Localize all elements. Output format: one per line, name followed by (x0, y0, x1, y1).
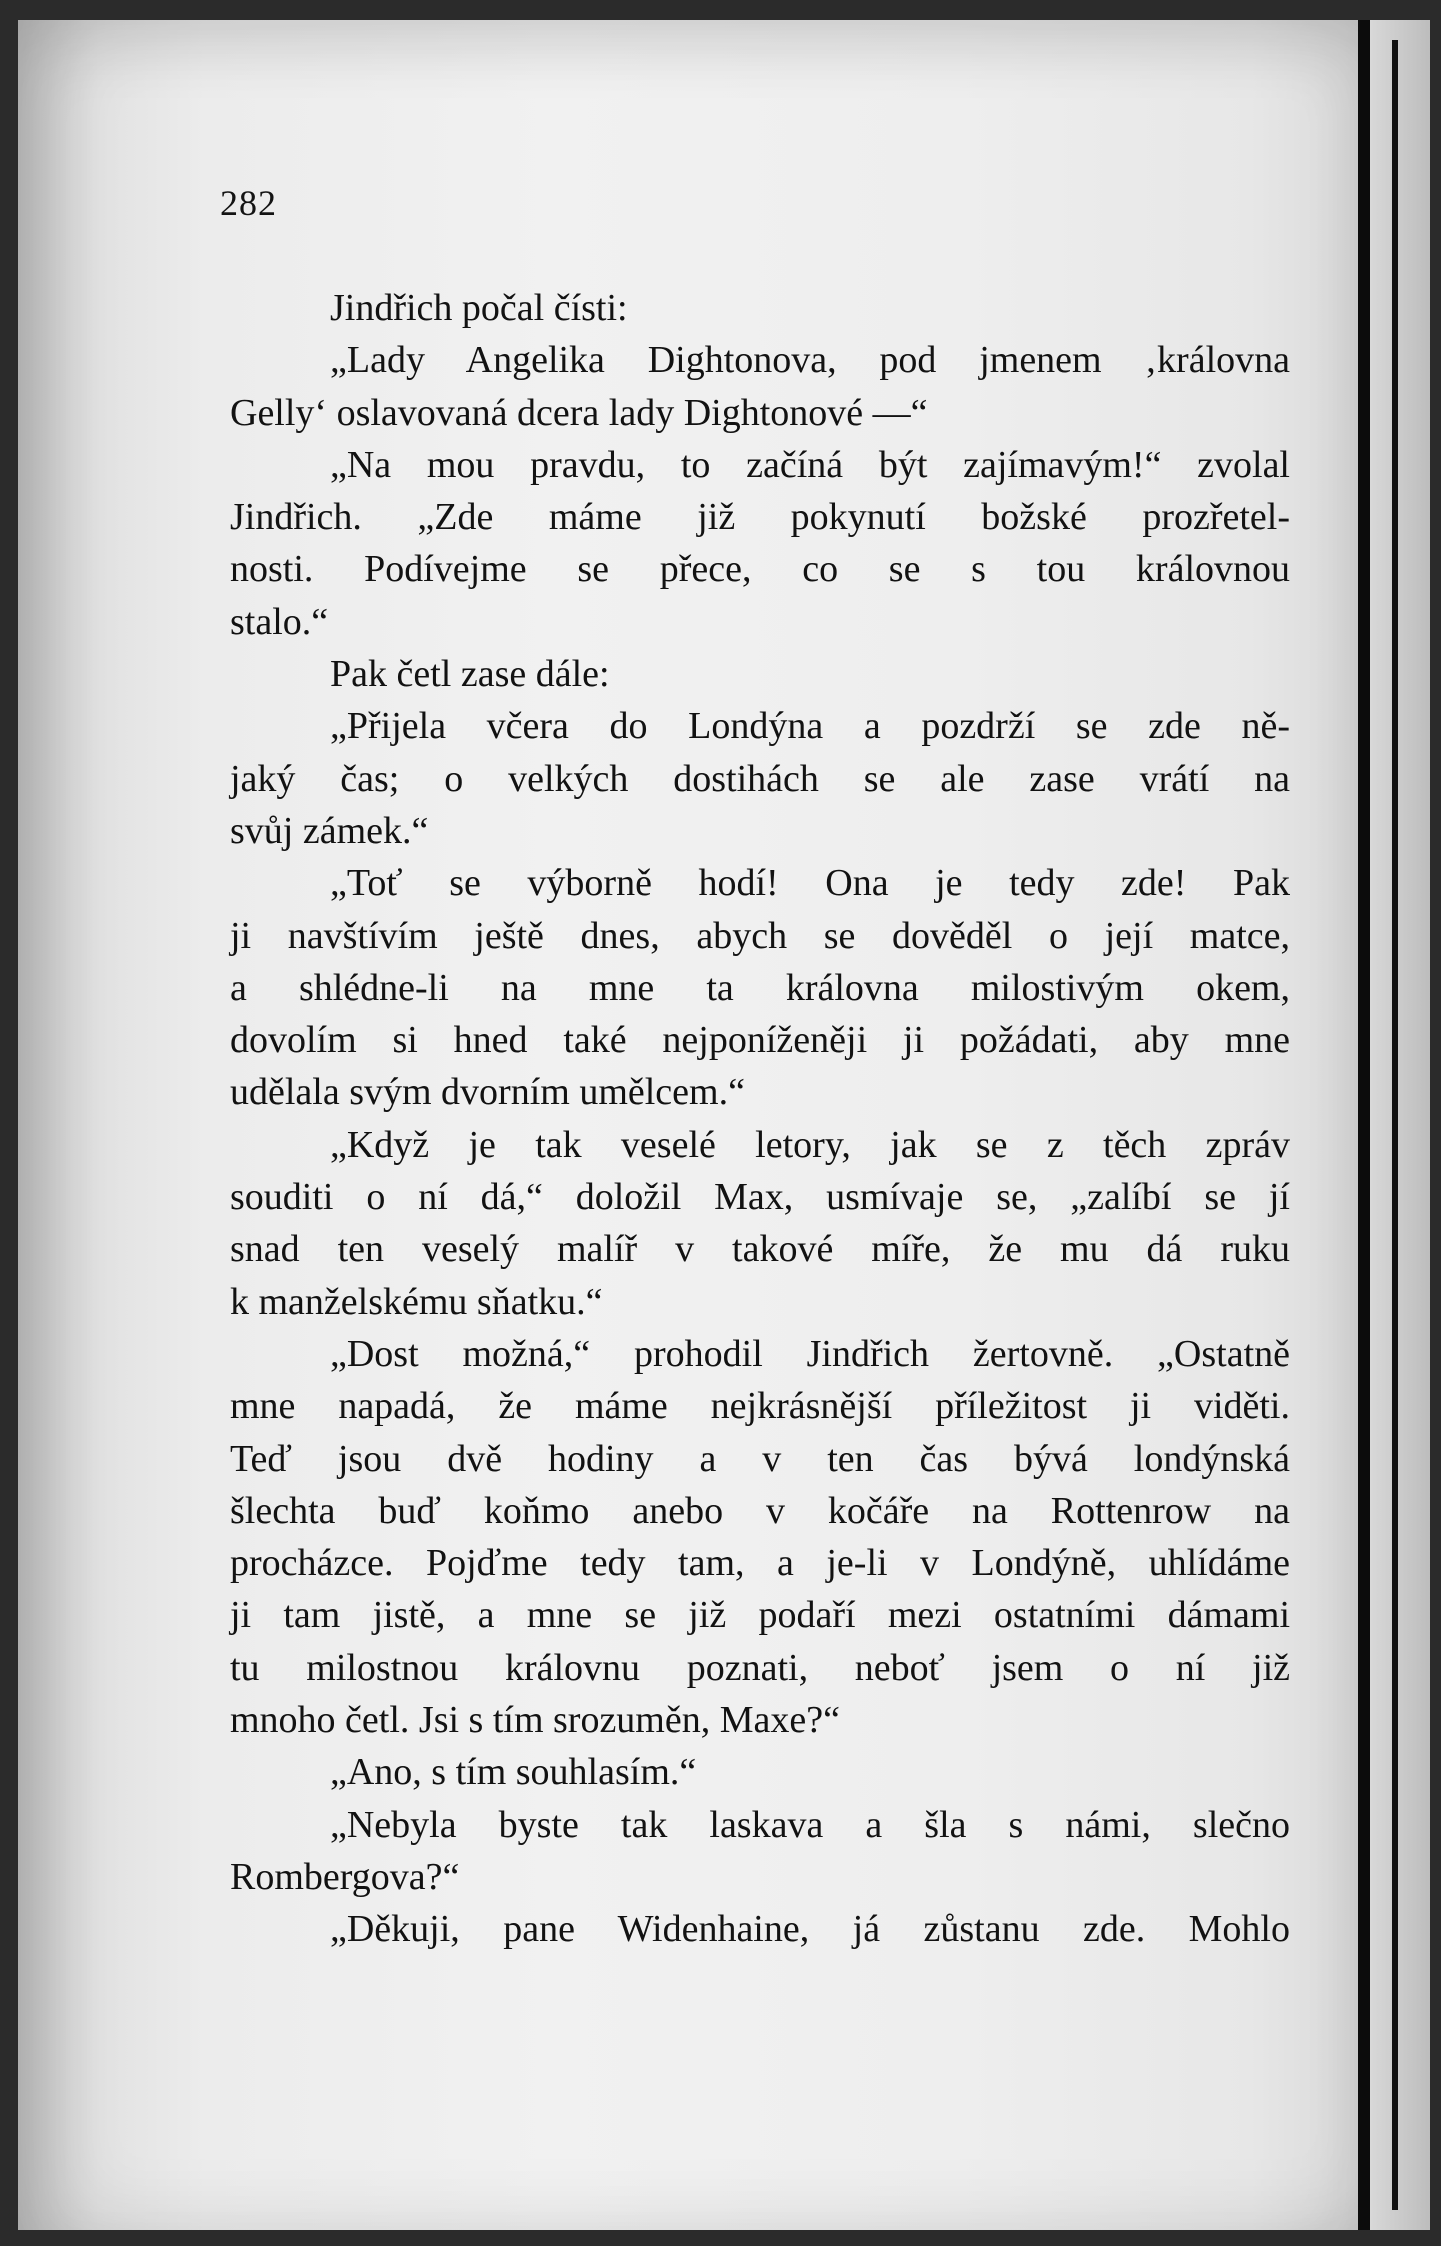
text-line: Jindřich. „Zde máme již pokynutí božské prozřetel- (230, 496, 1290, 539)
text-line: „Když je tak veselé letory, jak se z těch zpráv (330, 1123, 1290, 1166)
page-number: 282 (220, 183, 277, 223)
text-line: „Lady Angelika Dightonova, pod jmenem ‚královna (330, 339, 1290, 382)
text-line: „Přijela včera do Londýna a pozdrží se zde ně- (330, 705, 1290, 748)
next-page-strip (1370, 20, 1430, 2230)
text-line: nosti. Podívejme se přece, co se s tou královnou (230, 548, 1290, 591)
text-line: udělala svým dvorním umělcem.“ (230, 1071, 745, 1114)
text-line: a shlédne-li na mne ta královna milostivým okem, (230, 966, 1290, 1009)
text-line: dovolím si hned také nejponíženěji ji požádati, aby mne (230, 1019, 1290, 1062)
body-text (230, 282, 1290, 1956)
text-line: stalo.“ (230, 600, 329, 643)
text-line: souditi o ní dá,“ doložil Max, usmívaje se, „zalíbí se jí (230, 1176, 1290, 1219)
text-line: „Děkuji, pane Widenhaine, já zůstanu zde. Mohlo (330, 1908, 1290, 1951)
text-line: „Toť se výborně hodí! Ona je tedy zde! Pak (330, 862, 1290, 905)
text-line: „Ano, s tím souhlasím.“ (330, 1751, 697, 1794)
text-line: „Na mou pravdu, to začíná být zajímavým!“ zvolal (330, 443, 1290, 486)
text-line: „Dost možná,“ prohodil Jindřich žertovně. „Ostatně (330, 1332, 1290, 1375)
text-line: svůj zámek.“ (230, 809, 429, 852)
text-line: Jindřich počal čísti: (330, 287, 628, 329)
text-line: ji navštívím ještě dnes, abych se dověděl o její matce, (230, 914, 1290, 957)
text-line: Pak četl zase dále: (330, 653, 610, 696)
text-line: tu milostnou královnu poznati, neboť jsem o ní již (230, 1646, 1290, 1689)
text-line: Gelly‘ oslavovaná dcera lady Dightonové —“ (230, 391, 928, 434)
text-line: šlechta buď koňmo anebo v kočáře na Rottenrow na (230, 1489, 1290, 1532)
text-line: snad ten veselý malíř v takové míře, že mu dá ruku (230, 1228, 1290, 1271)
text-line: k manželskému sňatku.“ (230, 1280, 603, 1323)
text-line: Rombergova?“ (230, 1855, 460, 1898)
text-line: Teď jsou dvě hodiny a v ten čas bývá londýnská (230, 1437, 1290, 1480)
text-line: ji tam jistě, a mne se již podaří mezi ostatními dámami (230, 1594, 1290, 1637)
text-line: mnoho četl. Jsi s tím srozuměn, Maxe?“ (230, 1699, 840, 1742)
page-edge (1358, 20, 1370, 2230)
text-line: mne napadá, že máme nejkrásnější příležitost ji viděti. (230, 1385, 1290, 1428)
text-line: procházce. Pojďme tedy tam, a je-li v Londýně, uhlídáme (230, 1542, 1290, 1585)
binding-line (1392, 40, 1398, 2210)
text-line: „Nebyla byste tak laskava a šla s námi, slečno (330, 1803, 1290, 1846)
text-line: jaký čas; o velkých dostihách se ale zase vrátí na (230, 757, 1290, 800)
